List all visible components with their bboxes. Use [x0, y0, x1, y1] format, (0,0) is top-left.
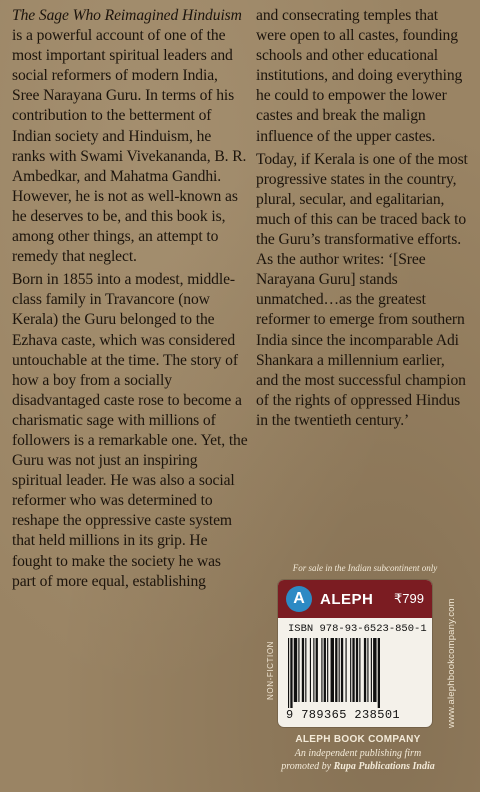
price-label: ₹799	[394, 591, 424, 606]
blurb-paragraph-2: Born in 1855 into a modest, middle-class family in Travancore (now Kerala) the Guru belonged to the Ezhava caste, which was considered untouchable at the time. The story of how a boy from a socially disadvantaged caste rose to become a charismatic sage with millions of followers is a remarkable one. Yet, the Guru was not just an inspiring spiritual leader. He was also a social reformer who was determined to reshape the oppressive caste system that held millions in its grip. He fought to make the society he was part of more equal, establishing	[12, 271, 248, 590]
blurb-paragraph-3: and consecrating temples that were open to all castes, founding schools and other educational institutions, and doing everything he could to empower the lower castes and break the malign influence of the upper castes.	[256, 7, 463, 145]
aleph-logo-icon: A	[286, 586, 312, 612]
isbn-label: ISBN 978-93-6523-850-1	[288, 623, 427, 635]
publisher-promoter	[278, 760, 438, 773]
publisher-tagline: An independent publishing firm	[294, 748, 422, 759]
sale-territory-note: For sale in the Indian subcontinent only	[292, 563, 438, 573]
publisher-website: www.alephbookcompany.com	[446, 598, 457, 728]
barcode-icon	[286, 638, 424, 708]
blurb-paragraph-1-text: is a powerful account of one of the most important spiritual leaders and social reformers of modern India, Sree Narayana Guru. In terms of his contribution to the betterment of Indian society and Hinduism, he ranks with Swami Vivekananda, B. R. Ambedkar, and Mahatma Gandhi. However, he is not as well-known as he deserves to be, and this book is, among other things, an attempt to remedy that neglect.	[12, 27, 247, 266]
brand-name: ALEPH	[320, 590, 374, 608]
barcode-number: 9 789365 238501	[286, 708, 401, 722]
promoter-prefix: promoted by	[281, 761, 334, 772]
blurb-right-column	[256, 6, 468, 434]
blurb-left-column	[12, 6, 248, 595]
promoter-brand: Rupa Publications India	[333, 761, 435, 772]
book-title-italic: The Sage Who Reimagined Hinduism	[12, 7, 242, 24]
genre-label: NON-FICTION	[266, 640, 275, 700]
publisher-name: ALEPH BOOK COMPANY	[295, 734, 421, 745]
publisher-brand-bar	[278, 580, 432, 618]
barcode-panel	[278, 580, 432, 727]
blurb-paragraph-1	[12, 6, 248, 267]
blurb-paragraph-4: Today, if Kerala is one of the most progressive states in the country, plural, secular, and egalitarian, much of this can be traced back to the Guru’s transformative efforts. As the author writes: ‘[Sree Narayana Guru] stands unmatched…as the greatest reformer to emerge from southern India since the incomparable Adi Shankara a millennium earlier, and the most successful champion of the rights of oppressed Hindus in the twentieth century.’	[256, 150, 468, 429]
publisher-imprint	[278, 734, 438, 773]
